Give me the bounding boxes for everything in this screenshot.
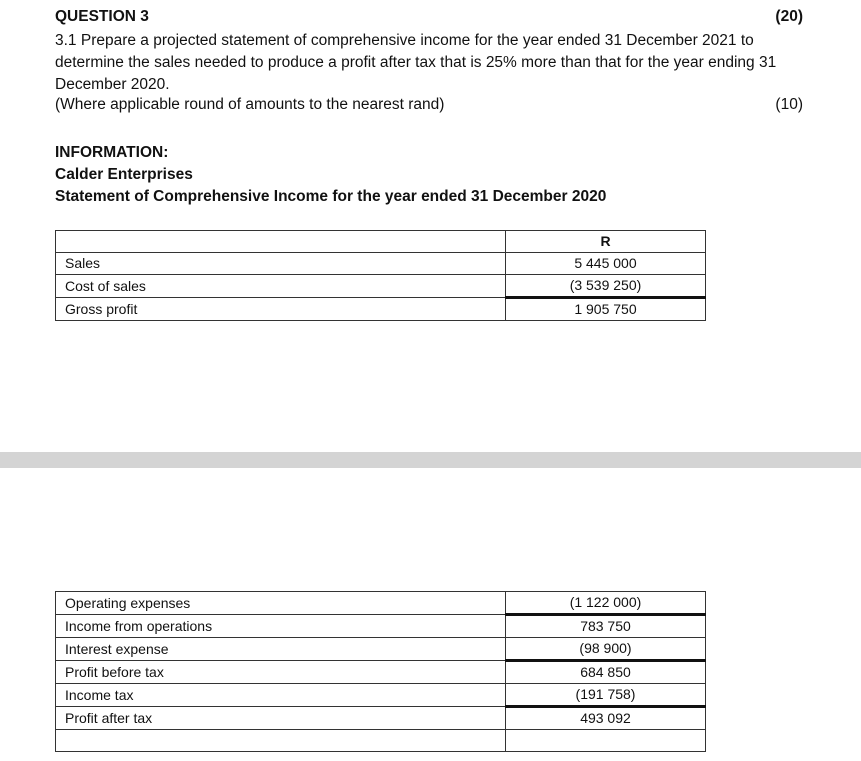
sub-question-marks: (10) xyxy=(775,96,803,113)
question-total-marks: (20) xyxy=(775,8,803,25)
statement-title: Statement of Comprehensive Income for the year ended 31 December 2020 xyxy=(55,188,607,205)
row-amount-gross-profit: 1 905 750 xyxy=(506,298,706,321)
row-amount-profit-before-tax: 684 850 xyxy=(506,661,706,684)
row-label-operating-expenses: Operating expenses xyxy=(56,592,506,615)
row-amount-income-from-operations: 783 750 xyxy=(506,615,706,638)
row-label-income-from-operations: Income from operations xyxy=(56,615,506,638)
table-row xyxy=(56,638,706,661)
row-label-cost-of-sales: Cost of sales xyxy=(56,275,506,298)
row-label-profit-after-tax: Profit after tax xyxy=(56,707,506,730)
table-row xyxy=(56,253,706,275)
table-row xyxy=(56,707,706,730)
information-label: INFORMATION: xyxy=(55,144,169,161)
table-row xyxy=(56,298,706,321)
table-row xyxy=(56,661,706,684)
row-label-profit-before-tax: Profit before tax xyxy=(56,661,506,684)
row-label-income-tax: Income tax xyxy=(56,684,506,707)
table-row xyxy=(56,730,706,752)
question-title: QUESTION 3 xyxy=(55,8,149,25)
table-row xyxy=(56,275,706,298)
row-label-interest-expense: Interest expense xyxy=(56,638,506,661)
company-name: Calder Enterprises xyxy=(55,166,193,183)
row-amount-cost-of-sales: (3 539 250) xyxy=(506,275,706,298)
table-row xyxy=(56,615,706,638)
table-row xyxy=(56,684,706,707)
row-label-sales: Sales xyxy=(56,253,506,275)
row-label-gross-profit: Gross profit xyxy=(56,298,506,321)
row-amount-profit-after-tax: 493 092 xyxy=(506,707,706,730)
row-amount-sales: 5 445 000 xyxy=(506,253,706,275)
table-row xyxy=(56,592,706,615)
row-label-empty xyxy=(56,730,506,752)
row-amount-empty xyxy=(506,730,706,752)
information-block xyxy=(55,142,606,208)
row-amount-income-tax: (191 758) xyxy=(506,684,706,707)
page-break-divider xyxy=(0,452,861,468)
rounding-note: (Where applicable round of amounts to the nearest rand) xyxy=(55,96,445,113)
row-amount-operating-expenses: (1 122 000) xyxy=(506,592,706,615)
row-amount-interest-expense: (98 900) xyxy=(506,638,706,661)
income-statement-table-part2 xyxy=(55,591,706,752)
question-paragraph: 3.1 Prepare a projected statement of comprehensive income for the year ended 31 December 2021 to determine the sales needed to produce a profit after tax that is 25% more than that for the year ending 31 December 2020. xyxy=(55,32,777,93)
table-cell xyxy=(56,231,506,253)
income-statement-table-part1 xyxy=(55,230,706,321)
currency-header: R xyxy=(506,231,706,253)
table-header-row xyxy=(56,231,706,253)
